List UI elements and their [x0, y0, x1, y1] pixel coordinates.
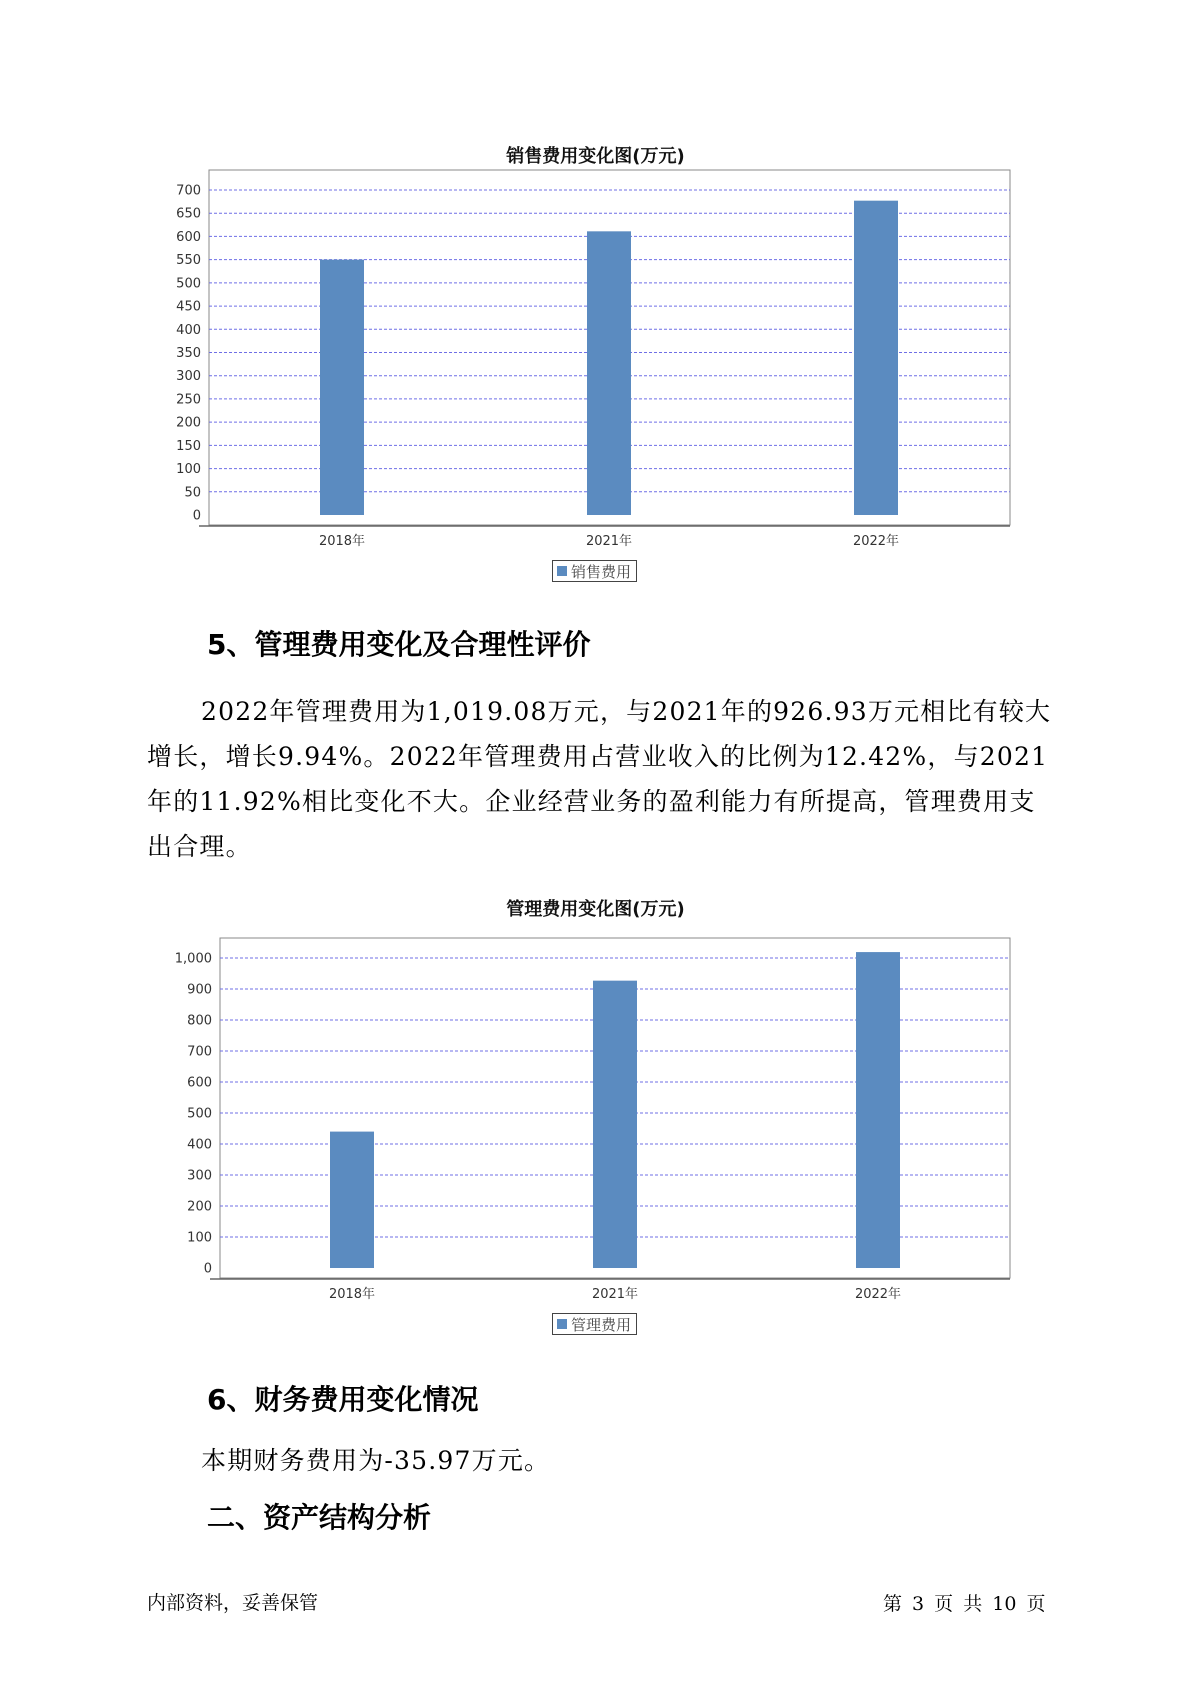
y-tick-label: 300 [176, 369, 201, 385]
y-tick-label: 0 [203, 1261, 212, 1277]
y-tick-label: 900 [187, 982, 212, 998]
y-tick-label: 1,000 [174, 951, 212, 967]
chart-legend [552, 560, 637, 582]
bar [854, 201, 898, 515]
paragraph-text: 2022年管理费用为1,019.08万元，与2021年的926.93万元相比有较大增长，增长9.94%。2022年管理费用占营业收入的比例为12.42%，与2021年的11.92%相比变化不大。企业经营业务的盈利能力有所提高，管理费用支出合理。 [147, 697, 1052, 861]
y-tick-label: 350 [176, 346, 201, 361]
chart-legend [552, 1313, 637, 1335]
y-tick-label: 300 [187, 1168, 212, 1184]
x-tick-label: 2018年 [328, 1287, 376, 1302]
y-tick-label: 400 [176, 322, 201, 338]
y-tick-label: 50 [184, 485, 201, 501]
chart-title: 管理费用变化图(万元) [506, 899, 685, 920]
x-tick-label: 2021年 [585, 534, 633, 549]
y-tick-label: 600 [187, 1075, 212, 1091]
y-tick-label: 450 [176, 299, 201, 315]
x-tick-label: 2018年 [318, 534, 366, 549]
section-heading: 5、管理费用变化及合理性评价 [207, 628, 591, 661]
x-tick-label: 2021年 [591, 1287, 639, 1302]
page-number: 第 3 页 共 10 页 [883, 1593, 1046, 1615]
bar [320, 260, 364, 515]
y-tick-label: 400 [187, 1137, 212, 1153]
y-tick-label: 100 [176, 462, 201, 478]
y-tick-label: 150 [176, 438, 201, 454]
bar [587, 231, 631, 515]
section-heading: 6、财务费用变化情况 [207, 1383, 479, 1416]
footer-note: 内部资料，妥善保管 [147, 1592, 319, 1614]
y-tick-label: 200 [187, 1199, 212, 1215]
y-tick-label: 100 [187, 1230, 212, 1246]
x-tick-label: 2022年 [854, 1287, 902, 1302]
y-tick-label: 250 [176, 392, 201, 408]
legend-swatch [557, 566, 567, 576]
y-tick-label: 550 [176, 253, 201, 269]
y-tick-label: 800 [187, 1013, 212, 1029]
y-tick-label: 0 [192, 508, 201, 524]
y-tick-label: 650 [176, 206, 201, 222]
paragraph-text: 本期财务费用为-35.97万元。 [201, 1446, 551, 1475]
legend-swatch [557, 1319, 567, 1329]
section-heading: 二、资产结构分析 [207, 1501, 432, 1534]
legend-label: 销售费用 [571, 562, 632, 581]
y-tick-label: 500 [187, 1106, 212, 1122]
y-tick-label: 500 [176, 276, 201, 292]
section-paragraph [147, 1438, 1047, 1483]
legend-label: 管理费用 [571, 1315, 632, 1334]
chart-title: 销售费用变化图(万元) [506, 146, 685, 167]
y-tick-label: 700 [176, 183, 201, 199]
y-tick-label: 700 [187, 1044, 212, 1060]
y-tick-label: 600 [176, 229, 201, 245]
y-tick-label: 200 [176, 415, 201, 431]
section-paragraph [147, 689, 1057, 869]
x-tick-label: 2022年 [852, 534, 900, 549]
